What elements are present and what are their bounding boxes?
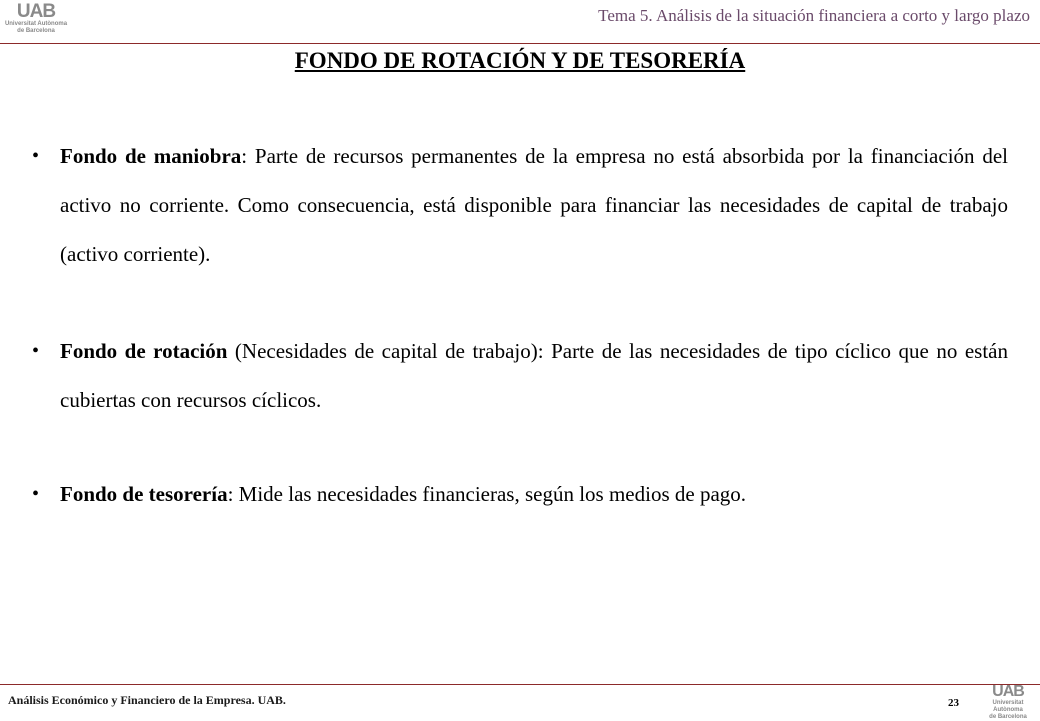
header-title: Tema 5. Análisis de la situación financiera a corto y largo plazo bbox=[598, 6, 1030, 25]
bullet-paragraph bbox=[60, 327, 1008, 425]
uab-logo-footer bbox=[980, 684, 1036, 721]
bullet-term: Fondo de maniobra bbox=[60, 144, 242, 168]
bullet-fondo-rotacion bbox=[32, 327, 1008, 425]
bullet-text: : Parte de recursos permanentes de la empresa no está absorbida por la financiación del activo no corriente. Como consecuencia, está disponible para financiar las necesidades de capital de trabajo (activo corriente). bbox=[60, 144, 1008, 266]
uab-logo bbox=[4, 2, 68, 35]
bullet-icon: • bbox=[32, 340, 40, 362]
bullet-term: Fondo de rotación bbox=[60, 339, 228, 363]
uab-logo-mark: UAB bbox=[16, 1, 56, 22]
uab-logo-line1: Universitat Autònoma bbox=[4, 21, 68, 27]
bullet-icon: • bbox=[32, 145, 40, 167]
bullet-paragraph bbox=[60, 470, 1008, 519]
uab-logo-line1: Universitat Autònoma bbox=[992, 700, 1024, 713]
page-number: 23 bbox=[948, 697, 959, 709]
header-divider bbox=[0, 43, 1040, 44]
bullet-fondo-tesoreria bbox=[32, 470, 1008, 519]
bullet-term: Fondo de tesorería bbox=[60, 482, 228, 506]
bullet-paragraph bbox=[60, 132, 1008, 279]
bullet-fondo-maniobra bbox=[32, 132, 1008, 279]
bullet-text: (Necesidades de capital de trabajo): Parte de las necesidades de tipo cíclico que no están cubiertas con recursos cíclicos. bbox=[60, 339, 1008, 412]
uab-logo-line2: de Barcelona bbox=[17, 28, 55, 34]
uab-logo-mark: UAB bbox=[992, 683, 1024, 700]
footer-divider bbox=[0, 684, 1040, 685]
footer-text: Análisis Económico y Financiero de la Empresa. UAB. bbox=[8, 693, 286, 707]
slide-title: FONDO DE ROTACIÓN Y DE TESORERÍA bbox=[294, 48, 746, 73]
uab-logo-line2: de Barcelona bbox=[989, 714, 1027, 720]
bullet-icon: • bbox=[32, 483, 40, 505]
bullet-text: : Mide las necesidades financieras, según los medios de pago. bbox=[227, 482, 747, 506]
